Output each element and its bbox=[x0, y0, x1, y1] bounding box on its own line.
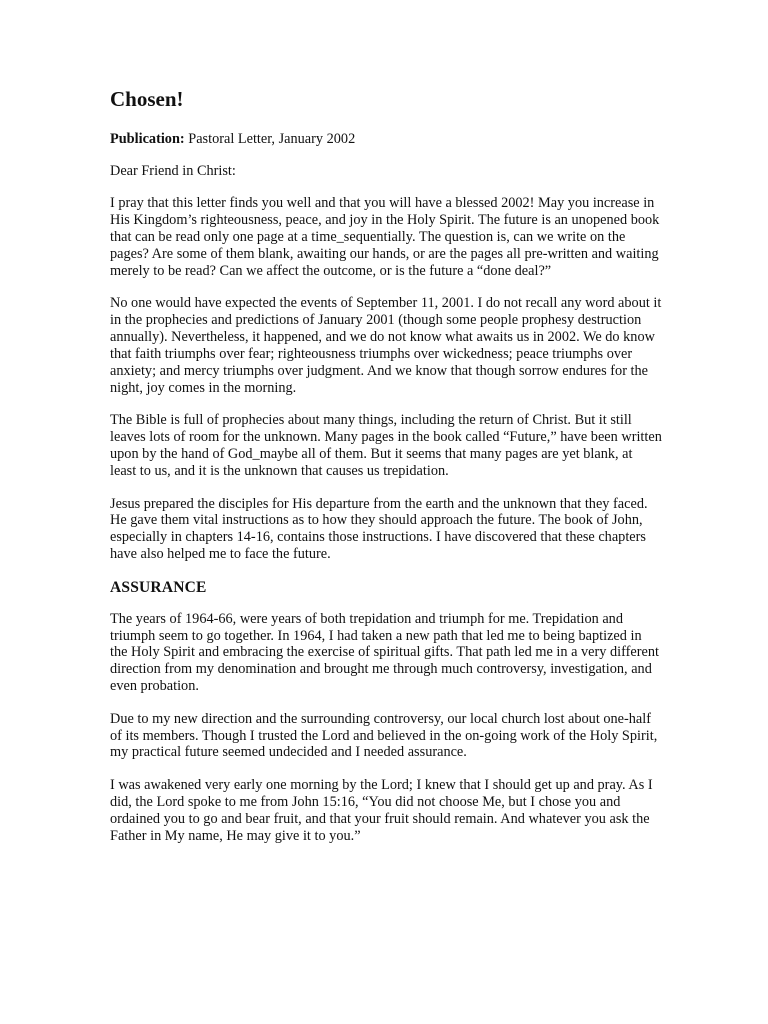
document-title: Chosen! bbox=[110, 87, 184, 111]
salutation: Dear Friend in Christ: bbox=[110, 163, 236, 179]
intro-paragraph: Jesus prepared the disciples for His departure from the earth and the unknown that they faced. He gave them vital instructions as to how they should approach the future. The book of John, especially in chapters 14-16, contains those instructions. I have discovered that these chapters have also helped me to face the future. bbox=[110, 495, 648, 563]
assurance-paragraph: Due to my new direction and the surrounding controversy, our local church lost about one-half of its members. Though I trusted the Lord and believed in the on-going work of the Holy Spirit, my practical future seemed undecided and I needed assurance. bbox=[110, 710, 658, 761]
section-heading: ASSURANCE bbox=[110, 578, 207, 596]
intro-paragraph: No one would have expected the events of September 11, 2001. I do not recall any word about it in the prophecies and predictions of January 2001 (though some people prophesy destruction annually). Nevertheless, it happened, and we do not know what awaits us in 2002. We do know that faith triumphs over fear; righteousness triumphs over wickedness; peace triumphs over anxiety; and mercy triumphs over judgment. And we know that though sorrow endures for the night, joy comes in the morning. bbox=[110, 295, 662, 396]
intro-paragraph: The Bible is full of prophecies about many things, including the return of Christ. But it still leaves lots of room for the unknown. Many pages in the book called “Future,” have been written upon by the hand of God_maybe all of them. But it seems that many pages are yet blank, at least to us, and it is the unknown that causes us trepidation. bbox=[110, 412, 662, 480]
document-page bbox=[110, 86, 662, 860]
assurance-paragraph: I was awakened very early one morning by the Lord; I knew that I should get up and pray. As I did, the Lord spoke to me from John 15:16, “You did not choose Me, but I chose you and ordained you to go and bear fruit, and that your fruit should remain. And whatever you ask the Father in My name, He may give it to you.” bbox=[110, 776, 653, 844]
assurance-paragraph: The years of 1964-66, were years of both trepidation and triumph for me. Trepidation and triumph seem to go together. In 1964, I had taken a new path that led me to being baptized in the Holy Spirit and embracing the exercise of spiritual gifts. That path led me in a very different direction from my denomination and brought me through much controversy, investigation, and even probation. bbox=[110, 610, 659, 695]
publication-value: Pastoral Letter, January 2002 bbox=[184, 131, 356, 147]
publication-line bbox=[110, 131, 662, 148]
intro-paragraph: I pray that this letter finds you well and that you will have a blessed 2002! May you increase in His Kingdom’s righteousness, peace, and joy in the Holy Spirit. The future is an unopened book that can be read only one page at a time_sequentially. The question is, can we write on the pages? Are some of them blank, awaiting our hands, or are the pages all pre-written and waiting merely to be read? Can we affect the outcome, or is the future a “done deal?” bbox=[110, 195, 660, 280]
publication-label: Publication: bbox=[110, 131, 185, 147]
